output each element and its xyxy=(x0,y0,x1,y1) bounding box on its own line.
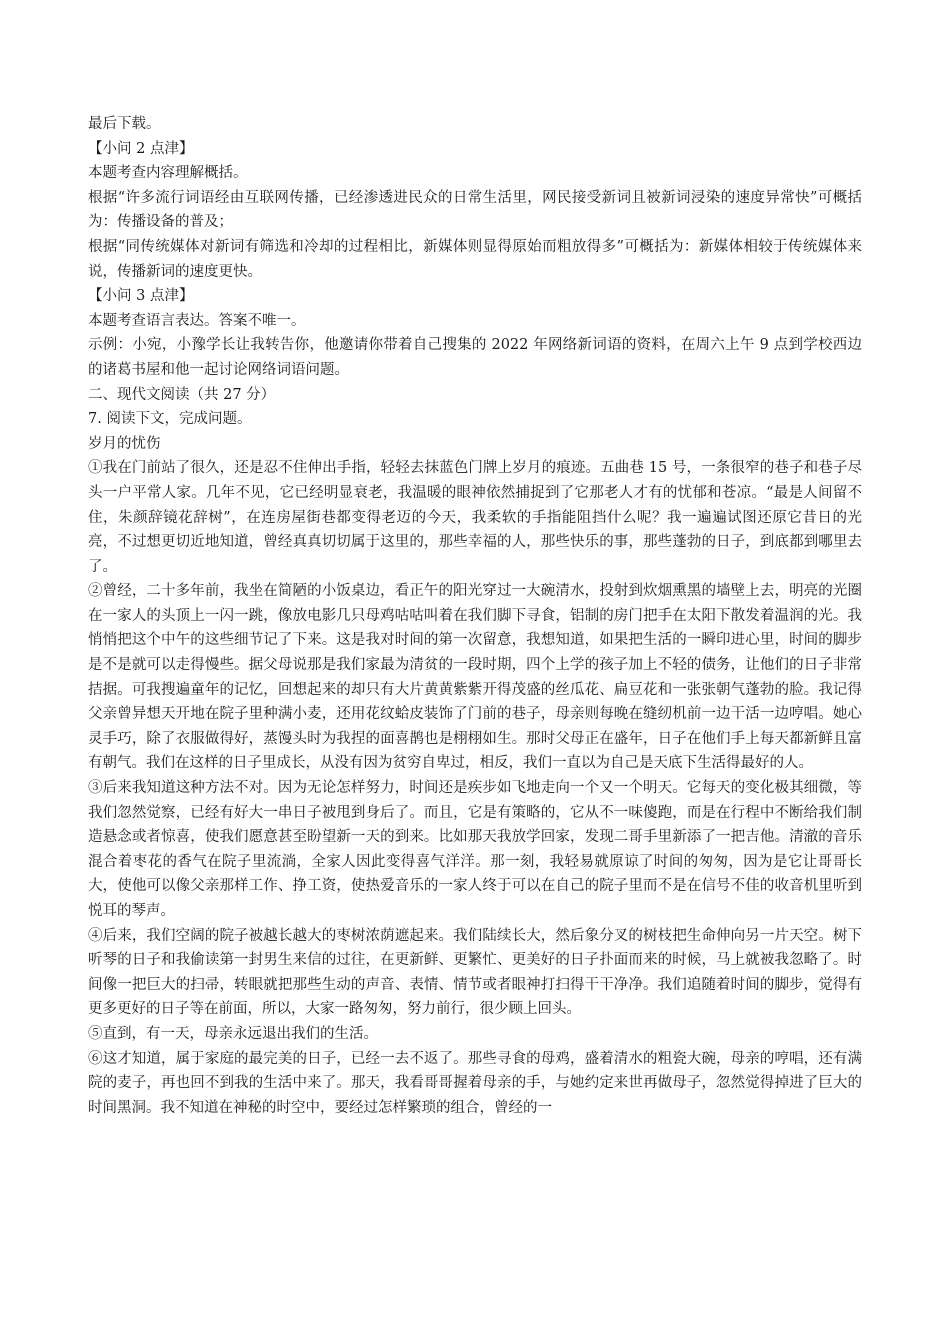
article-paragraph: ③后来我知道这种方法不对。因为无论怎样努力，时间还是疾步如飞地走向一个又一个明天。它每天的变化极其细微，等我们忽然觉察，已经有好大一串日子被甩到身后了。而且，它是有策略的，它从不一味傻跑，而是在行程中不断给我们制造悬念或者惊喜，使我们愿意甚至盼望新一天的到来。比如那天我放学回家，发现二哥手里新添了一把吉他。清澈的音乐混合着枣花的香气在院子里流淌，全家人因此变得喜气洋洋。那一刻，我轻易就原谅了时间的匆匆，因为是它让哥哥长大，使他可以像父亲那样工作、挣工资，使热爱音乐的一家人终于可以在自己的院子里而不是在信号不佳的收音机里听到悦耳的琴声。 xyxy=(88,780,862,919)
article-paragraph: ④后来，我们空阔的院子被越长越大的枣树浓荫遮起来。我们陆续长大，然后象分叉的树枝把生命伸向另一片天空。树下听琴的日子和我偷读第一封男生来信的过往，在更新鲜、更繁忙、更美好的日子扑面而来的时候，马上就被我忽略了。时间像一把巨大的扫帚，转眼就把那些生动的声音、表情、情节或者眼神打扫得干干净净。我们追随着时间的脚步，觉得有更多更好的日子等在前面，所以，大家一路匆匆，努力前行，很少顾上回头。 xyxy=(88,927,862,1018)
article-paragraph: ②曾经，二十多年前，我坐在简陋的小饭桌边，看正午的阳光穿过一大碗清水，投射到炊烟熏黑的墙壁上去，明亮的光圈在一家人的头顶上一闪一跳，像放电影几只母鸡咕咕叫着在我们脚下寻食，铝制的房门把手在太阳下散发着温润的光。我悄悄把这个中午的这些细节记了下来。这是我对时间的第一次留意，我想知道，如果把生活的一瞬印进心里，时间的脚步是不是就可以走得慢些。据父母说那是我们家最为清贫的一段时期，四个上学的孩子加上不轻的债务，让他们的日子非常拮据。可我搜遍童年的记忆，回想起来的却只有大片黄黄紫紫开得茂盛的丝瓜花、扁豆花和一张张朝气蓬勃的脸。我记得父亲曾异想天开地在院子里种满小麦，还用花纹蛤皮装饰了门前的巷子，母亲则每晚在缝纫机前一边干活一边哼唱。她心灵手巧，除了衣服做得好，蒸馒头时为我捏的面喜鹊也是栩栩如生。那时父母正在盛年，日子在他们手上每天都新鲜且富有朝气。我们在这样的日子里成长，从没有因为贫穷自卑过，相反，我们一直以为自己是天底下生活得最好的人。 xyxy=(88,583,862,772)
text-line: 本题考查语言表达。答案不唯一。 xyxy=(88,312,306,329)
article-title: 岁月的忧伤 xyxy=(88,435,161,452)
paragraph: 根据“许多流行词语经由互联网传播，已经渗透进民众的日常生活里，网民接受新词且被新词浸染的速度异常快”可概括为：传播设备的普及； xyxy=(88,189,862,231)
article-paragraph: ①我在门前站了很久，还是忍不住伸出手指，轻轻去抹蓝色门牌上岁月的痕迹。五曲巷 15 号，一条很窄的巷子和巷子尽头一户平常人家。几年不见，它已经明显衰老，我温暖的眼神依然捕捉到了它那老人才有的忧郁和苍凉。“最是人间留不住，朱颜辞镜花辞树”，在连房屋街巷都变得老迈的今天，我柔软的手指能阻挡什么呢？我一遍遍试图还原它昔日的光亮，不过想更切近地知道，曾经真真切切属于这里的，那些幸福的人，那些快乐的事，那些蓬勃的日子，到底都到哪里去了。 xyxy=(88,460,862,575)
text-line: 最后下载。 xyxy=(88,116,161,132)
paragraph: 根据“同传统媒体对新词有筛选和冷却的过程相比，新媒体则显得原始而粗放得多”可概括为：新媒体相较于传统媒体来说，传播新词的速度更快。 xyxy=(88,238,862,280)
section-heading: 【小问 2 点津】 xyxy=(88,140,194,157)
article-paragraph: ⑤直到，有一天，母亲永远退出我们的生活。 xyxy=(88,1025,378,1042)
paragraph: 示例：小宛，小豫学长让我转告你，他邀请你带着自己搜集的 2022 年网络新词语的资料，在周六上午 9 点到学校西边的诸葛书屋和他一起讨论网络词语问题。 xyxy=(88,337,862,378)
text-line: 本题考查内容理解概括。 xyxy=(88,165,248,182)
section-heading: 【小问 3 点津】 xyxy=(88,288,194,305)
document-body xyxy=(88,112,862,1120)
section-heading: 二、现代文阅读（共 27 分） xyxy=(88,386,276,403)
article-paragraph: ⑥这才知道，属于家庭的最完美的日子，已经一去不返了。那些寻食的母鸡，盛着清水的粗瓷大碗，母亲的哼唱，还有满院的麦子，再也回不到我的生活中来了。那天，我看哥哥握着母亲的手，与她约定来世再做母子，忽然觉得掉进了巨大的时间黑洞。我不知道在神秘的时空中，要经过怎样繁琐的组合，曾经的一 xyxy=(88,1050,862,1116)
question-prompt: 7. 阅读下文，完成问题。 xyxy=(88,411,252,428)
